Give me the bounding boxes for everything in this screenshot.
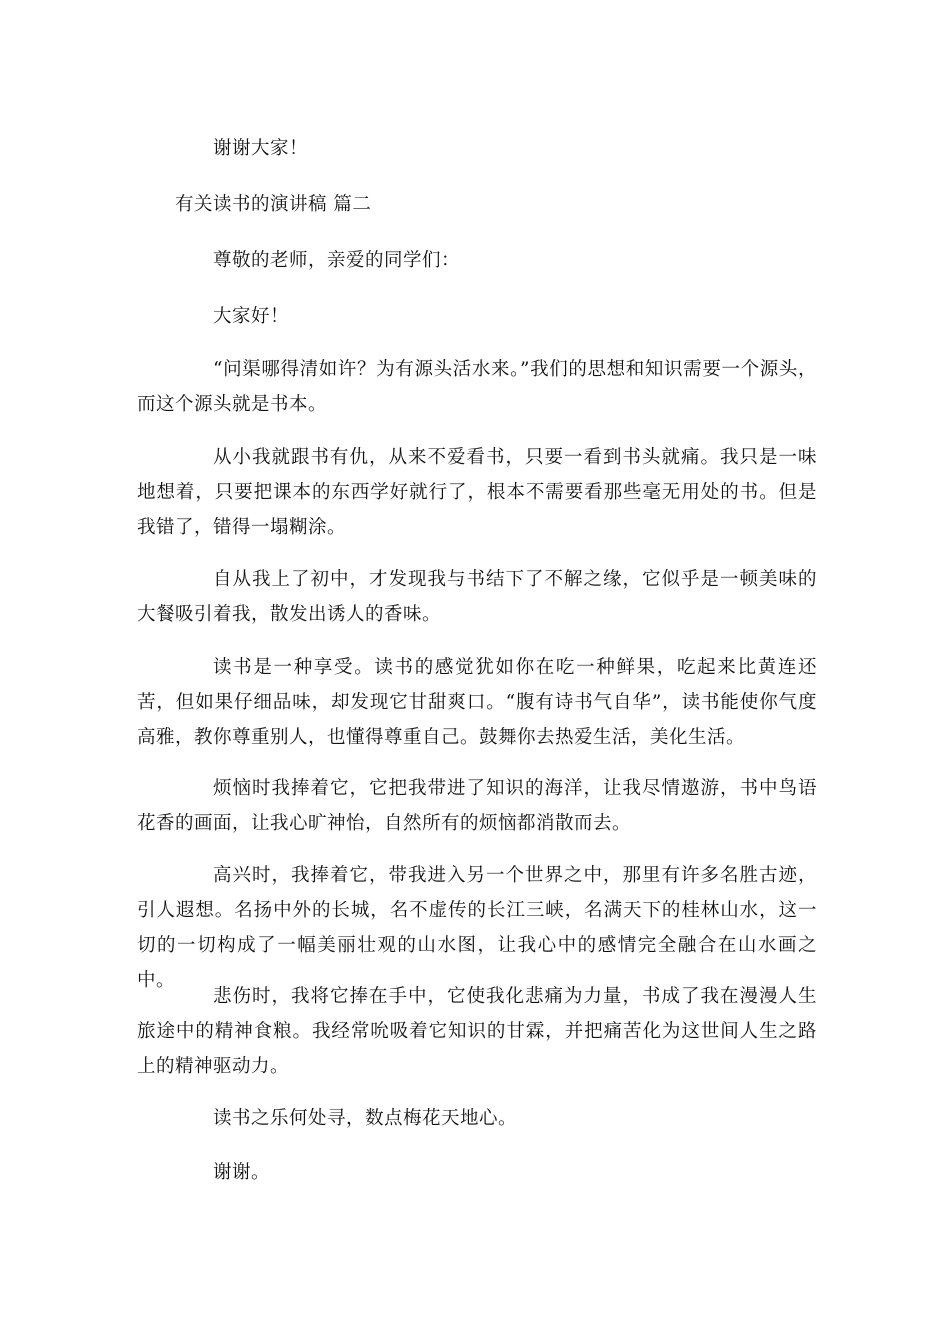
poem-line-paragraph: 读书之乐何处寻，数点梅花天地心。 bbox=[213, 1108, 518, 1129]
closing-thanks-paragraph: 谢谢大家！ bbox=[213, 138, 309, 159]
body-paragraph-2: 从小我就跟书有仇，从来不爱看书，只要一看到书头就痛。我只是一味地想着，只要把课本的东西学好就行了，根本不需要看那些毫无用处的书。但是我错了，错得一塌糊涂。 bbox=[137, 447, 817, 538]
greeting-paragraph: 大家好！ bbox=[213, 306, 290, 327]
body-paragraph-6: 高兴时，我捧着它，带我进入另一个世界之中，那里有许多名胜古迹，引人遐想。名扬中外的长城，名不虚传的长江三峡，名满天下的桂林山水，这一切的一切构成了一幅美丽壮观的山水图，让我心中的感情完全融合在山水画之中。 bbox=[137, 865, 817, 991]
body-paragraph-5: 烦恼时我捧着它，它把我带进了知识的海洋，让我尽情遨游，书中鸟语花香的画面，让我心旷神怡，自然所有的烦恼都消散而去。 bbox=[137, 778, 817, 834]
body-paragraph-1: “问渠哪得清如许？为有源头活水来。”我们的思想和知识需要一个源头，而这个源头就是书本。 bbox=[137, 359, 817, 415]
body-paragraph-3: 自从我上了初中，才发现我与书结下了不解之缘，它似乎是一顿美味的大餐吸引着我，散发出诱人的香味。 bbox=[137, 569, 817, 625]
section-heading: 有关读书的演讲稿 篇二 bbox=[175, 194, 372, 215]
body-paragraph-4: 读书是一种享受。读书的感觉犹如你在吃一种鲜果，吃起来比黄连还苦，但如果仔细品味，却发现它甘甜爽口。“腹有诗书气自华”，读书能使你气度高雅，教你尊重别人，也懂得尊重自己。鼓舞你去热爱生活，美化生活。 bbox=[137, 657, 817, 748]
salutation-paragraph: 尊敬的老师，亲爱的同学们： bbox=[213, 250, 461, 271]
final-thanks-paragraph: 谢谢。 bbox=[213, 1162, 271, 1183]
body-paragraph-7: 悲伤时，我将它捧在手中，它使我化悲痛为力量，书成了我在漫漫人生旅途中的精神食粮。我经常吮吸着它知识的甘霖，并把痛苦化为这世间人生之路上的精神驱动力。 bbox=[137, 986, 817, 1077]
